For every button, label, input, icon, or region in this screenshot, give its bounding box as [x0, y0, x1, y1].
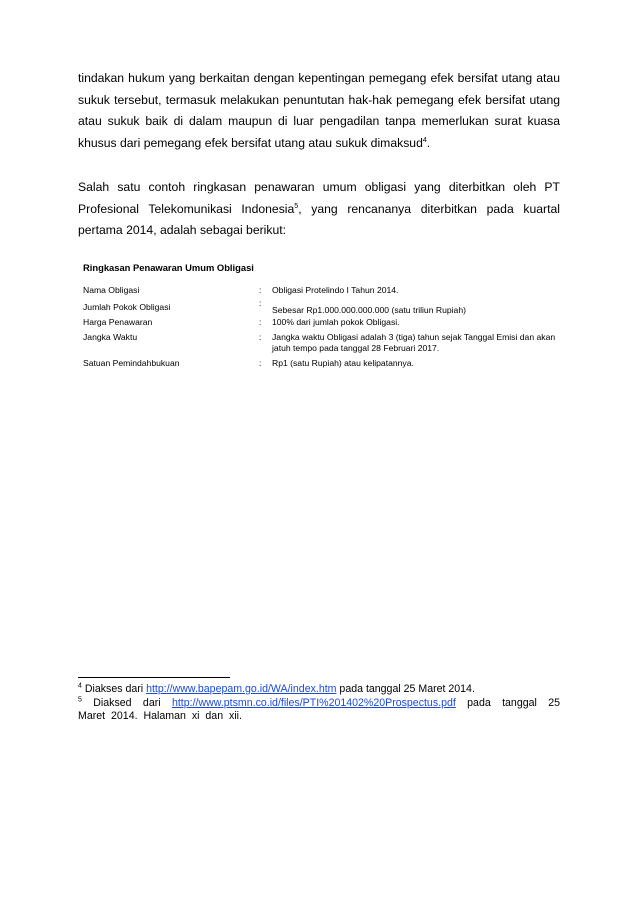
paragraph-1-text: tindakan hukum yang berkaitan dengan kepentingan pemegang efek bersifat utang atau sukuk tersebut, termasuk melakukan penuntutan hak-hak pemegang efek bersifat utang atau sukuk baik di dalam maupun di luar pengadilan tanpa memerlukan surat kuasa khusus dari pemegang efek bersifat utang atau sukuk dimaksud	[78, 71, 560, 150]
summary-row-satuan-pemindahbukuan	[83, 358, 563, 369]
body-paragraph-2	[78, 177, 560, 242]
row-colon: :	[259, 298, 262, 308]
footnote-suffix: pada tanggal 25 Maret 2014. Halaman xi dan xii.	[78, 697, 561, 722]
footnote-ref-5[interactable]: 5	[294, 202, 299, 210]
row-value: Sebesar Rp1.000.000.000.000 (satu triliun Rupiah)	[272, 305, 466, 315]
footnote-separator	[78, 677, 230, 678]
paragraph-1-end: .	[426, 135, 431, 150]
offering-summary-table	[83, 262, 563, 373]
footnote-number: 5	[78, 696, 82, 704]
row-label: Jangka Waktu	[83, 332, 138, 342]
footnote-suffix: pada tanggal 25 Maret 2014.	[336, 683, 475, 695]
row-label: Harga Penawaran	[83, 317, 153, 327]
row-colon: :	[259, 285, 262, 295]
footnote-number: 4	[78, 682, 82, 690]
summary-row-nama-obligasi	[83, 285, 563, 296]
footnote-link-ptsmn[interactable]: http://www.ptsmn.co.id/files/PTI%201402%20Prospectus.pdf	[171, 697, 456, 709]
row-value: Jangka waktu Obligasi adalah 3 (tiga) tahun sejak Tanggal Emisi dan akan jatuh tempo pada tanggal 28 Februari 2017.	[272, 332, 556, 353]
paragraph-2-end: , yang rencananya diterbitkan pada kuartal pertama 2014, adalah sebagai berikut:	[78, 201, 560, 238]
row-colon: :	[259, 358, 262, 368]
summary-row-jangka-waktu	[83, 332, 563, 354]
footnote-prefix: Diaksed dari	[93, 697, 172, 709]
summary-row-harga-penawaran	[83, 317, 563, 328]
body-paragraph-1	[78, 68, 560, 154]
paragraph-2-text: Salah satu contoh ringkasan penawaran umum obligasi yang diterbitkan oleh PT Profesional Telekomunikasi Indonesia	[78, 180, 560, 216]
summary-title: Ringkasan Penawaran Umum Obligasi	[83, 262, 254, 273]
footnote-5	[78, 697, 560, 723]
row-colon: :	[259, 317, 262, 327]
footnote-prefix: Diakses dari	[84, 683, 147, 695]
footnote-link-bapepam[interactable]: http://www.bapepam.go.id/WA/index.htm	[146, 683, 337, 695]
row-value: 100% dari jumlah pokok Obligasi.	[272, 317, 400, 327]
footnote-4	[78, 683, 560, 696]
footnote-ref-4[interactable]: 4	[422, 136, 427, 144]
summary-row-jumlah-pokok	[83, 298, 563, 315]
row-value: Rp1 (satu Rupiah) atau kelipatannya.	[272, 358, 414, 368]
row-label: Nama Obligasi	[83, 285, 140, 295]
footnotes	[78, 683, 560, 724]
row-value: Obligasi Protelindo I Tahun 2014.	[272, 285, 399, 295]
row-colon: :	[259, 332, 262, 342]
row-label: Jumlah Pokok Obligasi	[83, 302, 171, 312]
row-label: Satuan Pemindahbukuan	[83, 358, 180, 368]
